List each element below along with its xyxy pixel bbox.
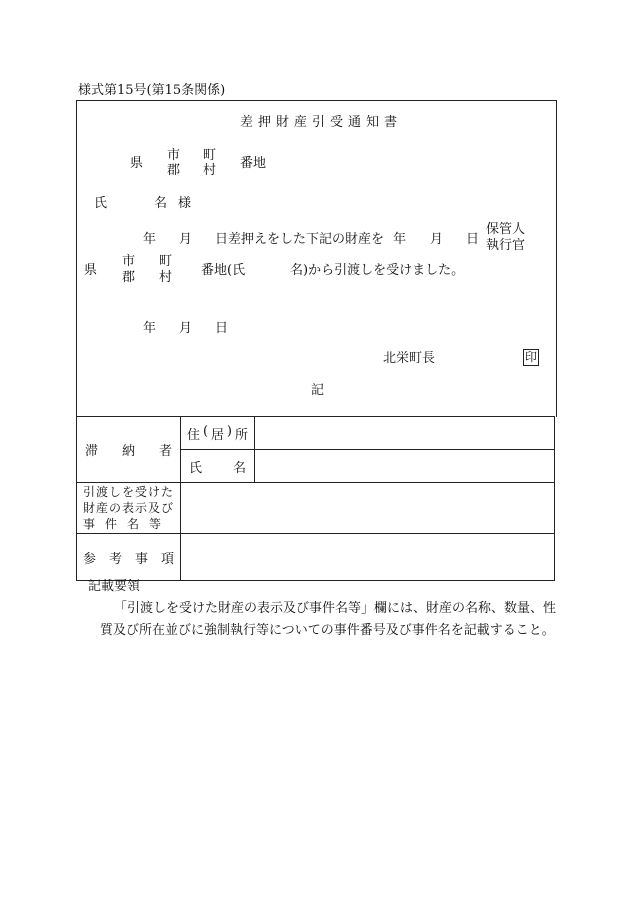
body2-prefecture: 県 [84, 263, 98, 278]
recipient-name-label-2: 名 [154, 196, 168, 211]
address-value-cell[interactable] [255, 417, 555, 450]
table-row-address [77, 417, 555, 450]
notes-text: 「引渡しを受けた財産の表示及び事件名等」欄には、財産の名称、数量、性質及び所在並びに強制執行等についての事件番号及び事件名を記載すること。 [100, 601, 557, 638]
role-custodian: 保管人 [486, 222, 526, 237]
body2-county: 郡 [122, 270, 136, 285]
address-prefecture: 県 [130, 156, 144, 171]
property-value-cell[interactable] [181, 483, 555, 534]
property-label-line-3: 事件名等 [83, 517, 172, 531]
body2-lot-text: 番地(氏 [201, 263, 246, 278]
role-bailiff: 執行官 [486, 238, 526, 253]
body2-city: 市 [122, 254, 136, 269]
body2-town: 町 [159, 254, 173, 269]
address-label-cell [181, 417, 255, 450]
body1-day2: 日 [466, 232, 480, 247]
remarks-label-char: 事 [134, 551, 148, 567]
issuer-title: 北栄町長 [383, 351, 436, 366]
body1-month: 月 [179, 232, 193, 247]
name-value-cell[interactable] [255, 450, 555, 483]
document-title: 差押財産引受通知書 [240, 115, 403, 130]
address-label-char: 所 [234, 427, 248, 443]
remarks-label-char: 参 [83, 551, 97, 567]
date-year: 年 [143, 321, 157, 336]
name-label-char: 名 [232, 460, 246, 476]
address-label-char: ) [226, 423, 232, 439]
remarks-label-char: 考 [108, 551, 122, 567]
property-label-line-1: 引渡しを受けた [83, 485, 175, 499]
body1-day-text: 日差押えをした下記の財産を [215, 232, 385, 247]
body1-year: 年 [143, 232, 157, 247]
address-label-char: 住 [187, 427, 201, 443]
address-label-char: 居 [210, 427, 224, 443]
recipient-name-label-1: 氏 [94, 196, 108, 211]
address-county: 郡 [167, 163, 181, 178]
delinquent-char-1: 滞 [85, 444, 99, 459]
delinquent-char-3: 者 [158, 444, 172, 459]
property-label-line-2: 財産の表示及び [83, 501, 175, 515]
notice-frame [76, 100, 557, 417]
details-table [76, 416, 555, 581]
remarks-value-cell[interactable] [181, 534, 555, 581]
delinquent-label-cell [77, 417, 181, 483]
property-label-cell [77, 483, 181, 534]
remarks-label-char: 項 [160, 551, 174, 567]
address-village: 村 [203, 163, 217, 178]
body2-village: 村 [159, 270, 173, 285]
table-row-remarks [77, 534, 555, 581]
remarks-label-cell [77, 534, 181, 581]
recipient-honorific: 様 [178, 196, 192, 211]
address-lot: 番地 [240, 156, 267, 171]
address-label-char: ( [202, 423, 209, 439]
body2-name-text: 名)から引渡しを受けました。 [290, 263, 465, 278]
body1-year2: 年 [393, 232, 407, 247]
name-label-cell [181, 450, 255, 483]
date-month: 月 [179, 321, 193, 336]
ki-label: 記 [311, 383, 325, 398]
form-number: 様式第15号(第15条関係) [78, 83, 226, 98]
delinquent-char-2: 納 [121, 444, 135, 459]
date-day: 日 [215, 321, 229, 336]
name-label-char: 氏 [189, 460, 203, 476]
notes-heading: 記載要領 [88, 579, 141, 594]
body1-month2: 月 [430, 232, 444, 247]
seal-mark: 印 [524, 350, 537, 364]
address-town: 町 [203, 148, 217, 163]
table-row-property [77, 483, 555, 534]
address-city: 市 [167, 148, 181, 163]
